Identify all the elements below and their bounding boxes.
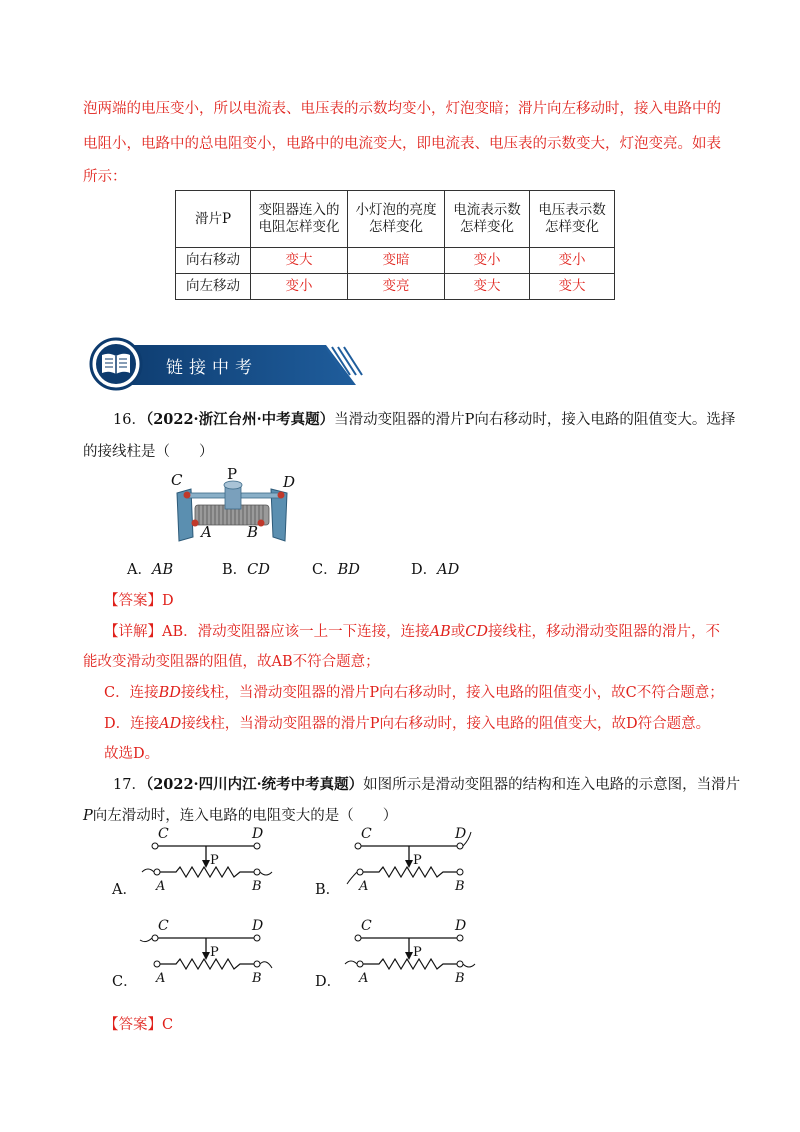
q17-stem-line-2 — [83, 804, 397, 825]
detail-text: AB — [429, 624, 451, 640]
q16-detail-line-5: 故选D。 — [104, 746, 160, 762]
table-header-cell: 变阻器连入的电阻怎样变化 — [251, 191, 348, 248]
table-header-cell: 滑片P — [176, 191, 251, 248]
rheostat-diagram — [339, 826, 499, 896]
q17-number: 17． — [113, 777, 146, 793]
q17-p-label: P — [83, 808, 93, 824]
svg-text:D: D — [455, 918, 467, 934]
q16-stem-line-2: 的接线柱是（ ） — [83, 444, 214, 460]
table-cell: 变小 — [445, 248, 530, 274]
table-row — [176, 248, 615, 274]
intro-line-1: 泡两端的电压变小，所以电流表、电压表的示数均变小，灯泡变暗；滑片向左移动时，接入电路中的 — [83, 101, 721, 117]
option-value: AB — [151, 562, 174, 578]
q16-option-d[interactable] — [411, 558, 459, 579]
rheostat-diagram — [339, 918, 499, 988]
intro-line-3: 所示： — [83, 169, 127, 185]
answer-label: 【答案】 — [104, 593, 162, 609]
option-letter: D． — [411, 562, 438, 578]
table-cell: 变亮 — [348, 274, 445, 300]
svg-text:P: P — [413, 853, 422, 868]
table-cell: 向左移动 — [176, 274, 251, 300]
q16-detail-line-2: 能改变滑动变阻器的阻值，故AB不符合题意； — [83, 654, 380, 670]
answer-label: 【答案】 — [104, 1017, 162, 1033]
option-value: AD — [437, 562, 460, 578]
q16-option-a[interactable] — [127, 558, 173, 579]
option-letter: D． — [315, 974, 342, 990]
q16-detail-line-1 — [104, 620, 720, 641]
q16-option-b[interactable] — [222, 558, 270, 579]
q16-stem-line-1 — [113, 408, 735, 429]
svg-text:B: B — [455, 971, 465, 986]
q16-label-a: A — [201, 523, 212, 541]
detail-text: D．连接 — [104, 716, 160, 732]
q16-source: （2022·浙江台州·中考真题） — [145, 411, 335, 428]
svg-text:P: P — [210, 853, 219, 868]
detail-text: BD — [158, 685, 181, 701]
svg-text:P: P — [413, 945, 422, 960]
summary-table — [175, 190, 615, 300]
q16-label-b: B — [247, 523, 259, 541]
option-letter: C． — [312, 562, 338, 578]
q16-detail-line-3 — [104, 681, 724, 702]
svg-text:B: B — [252, 879, 262, 894]
detail-text: C．连接 — [104, 685, 159, 701]
svg-text:D: D — [252, 918, 264, 934]
detail-text: AD — [159, 716, 182, 732]
q16-label-d: D — [283, 473, 296, 491]
book-icon — [102, 354, 130, 374]
table-row — [176, 274, 615, 300]
section-banner — [88, 335, 368, 393]
table-cell: 变大 — [445, 274, 530, 300]
svg-text:B: B — [455, 879, 465, 894]
q17-text-1: 如图所示是滑动变阻器的结构和连入电路的示意图，当滑片 — [363, 777, 741, 793]
detail-text: CD — [465, 624, 489, 640]
q16-option-c[interactable] — [312, 558, 360, 579]
rheostat-diagram — [136, 918, 296, 988]
option-value: CD — [247, 562, 270, 578]
option-letter: B． — [315, 882, 341, 898]
table-header-cell: 电流表示数怎样变化 — [445, 191, 530, 248]
q16-label-c: C — [171, 471, 183, 489]
svg-text:A: A — [156, 971, 166, 986]
svg-text:C: C — [361, 826, 372, 842]
intro-line-2: 电阻小，电路中的总电阻变小，电路中的电流变大，即电流表、电压表的示数变大，灯泡变亮。如表 — [83, 136, 721, 152]
table-cell: 变大 — [251, 248, 348, 274]
svg-text:C: C — [158, 826, 169, 842]
svg-text:C: C — [158, 918, 169, 934]
detail-text: 接线柱，当滑动变阻器的滑片P向右移动时，接入电路的阻值变小，故C不符合题意； — [180, 685, 724, 701]
detail-text: 接线柱，移动滑动变阻器的滑片，不 — [488, 624, 721, 640]
option-letter: B． — [222, 562, 248, 578]
q17-stem-line-1 — [113, 773, 740, 794]
option-letter: A． — [127, 562, 152, 578]
detail-label: 【详解】 — [104, 624, 162, 640]
option-letter: C． — [112, 974, 138, 990]
option-letter: A． — [112, 882, 137, 898]
q16-detail-line-4 — [104, 712, 710, 733]
q16-rheostat-figure — [165, 465, 305, 545]
q17-text-2: 向左滑动时，连入电路的电阻变大的是（ ） — [92, 808, 398, 824]
rheostat-diagram — [136, 826, 296, 896]
q16-text-1: 当滑动变阻器的滑片P向右移动时，接入电路的阻值变大。选择 — [334, 412, 736, 428]
table-header-cell: 小灯泡的亮度怎样变化 — [348, 191, 445, 248]
table-cell: 变大 — [530, 274, 615, 300]
answer-value: D — [162, 593, 174, 609]
table-header-cell: 电压表示数怎样变化 — [530, 191, 615, 248]
detail-text: 接线柱，当滑动变阻器的滑片P向右移动时，接入电路的阻值变大，故D符合题意。 — [181, 716, 711, 732]
svg-text:B: B — [252, 971, 262, 986]
q16-label-p: P — [227, 465, 238, 483]
table-cell: 变暗 — [348, 248, 445, 274]
svg-text:D: D — [252, 826, 264, 842]
q16-number: 16． — [113, 412, 146, 428]
svg-text:P: P — [210, 945, 219, 960]
svg-text:A: A — [359, 971, 369, 986]
answer-value: C — [162, 1017, 174, 1033]
option-value: BD — [337, 562, 360, 578]
table-header-row — [176, 191, 615, 248]
svg-text:D: D — [455, 826, 467, 842]
svg-text:A: A — [359, 879, 369, 894]
table-cell: 向右移动 — [176, 248, 251, 274]
q16-answer — [104, 589, 174, 610]
q17-answer — [104, 1013, 173, 1034]
svg-text:A: A — [156, 879, 166, 894]
detail-text: AB．滑动变阻器应该一上一下连接，连接 — [162, 624, 430, 640]
table-cell: 变小 — [530, 248, 615, 274]
table-cell: 变小 — [251, 274, 348, 300]
detail-text: 或 — [450, 624, 466, 640]
svg-text:C: C — [361, 918, 372, 934]
q17-source: （2022·四川内江·统考中考真题） — [145, 776, 364, 793]
banner-title: 链接中考 — [166, 358, 258, 378]
